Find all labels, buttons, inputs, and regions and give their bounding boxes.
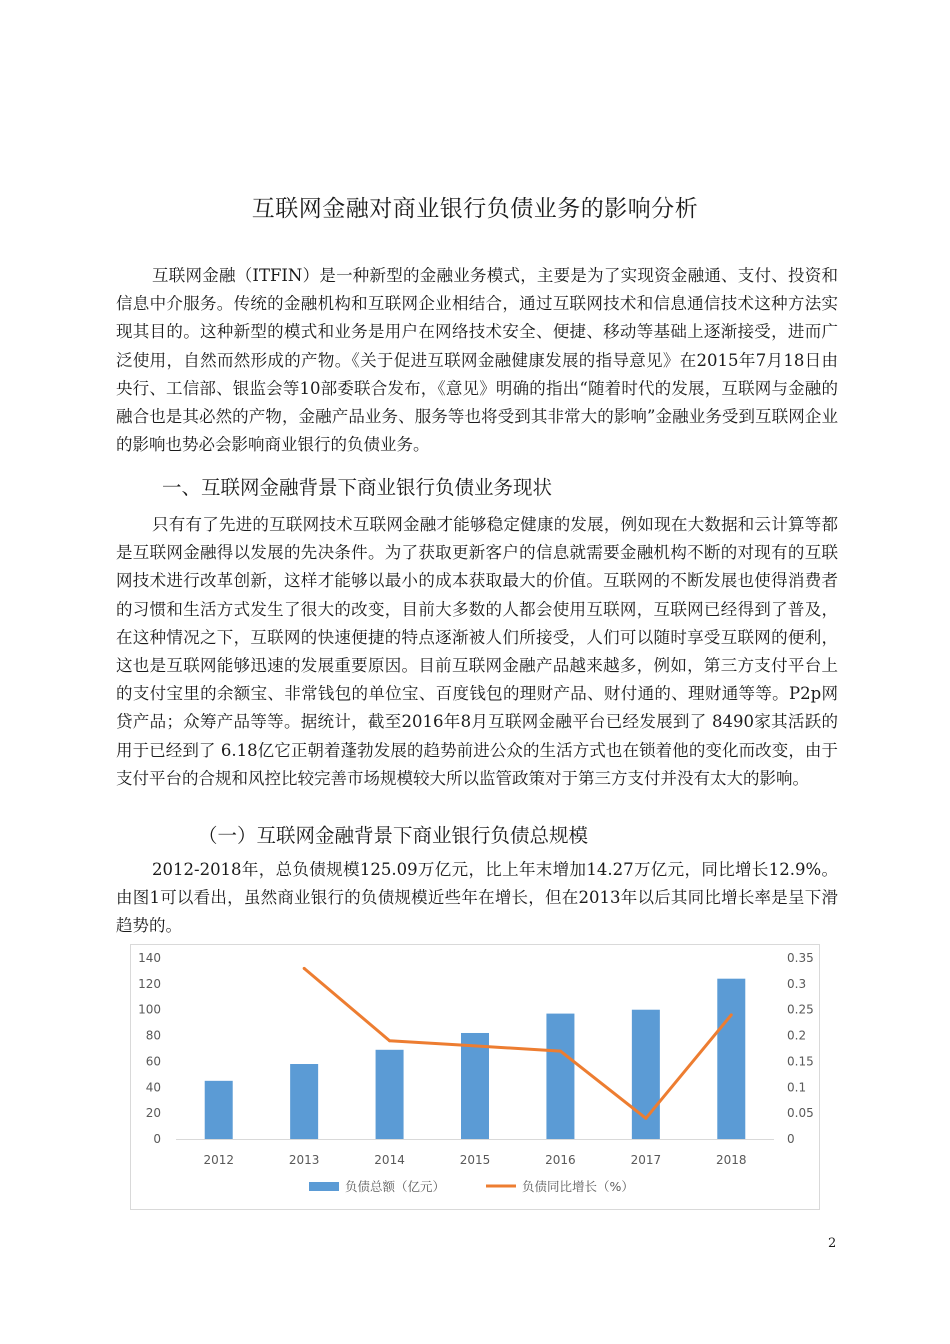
x-tick-label: 2012	[203, 1153, 234, 1167]
growth-point-2017	[644, 1117, 647, 1120]
subsection-heading: （一）互联网金融背景下商业银行负债总规模	[198, 824, 589, 847]
x-tick-label: 2014	[374, 1153, 405, 1167]
y-left-tick-label: 60	[145, 1054, 161, 1069]
bar-2012	[205, 1081, 233, 1139]
subsection-paragraph: 2012-2018年，总负债规模125.09万亿元，比上年末增加14.27万亿元，同比增长12.9%。由图1可以看出，虽然商业银行的负债规模近些年在增长，但在2013年以后其同比增长率是呈下滑趋势的。	[116, 860, 838, 936]
bar-2015	[461, 1033, 489, 1139]
legend-bar-label: 负债总额（亿元）	[345, 1179, 446, 1194]
bar-2014	[376, 1050, 404, 1139]
y-left-tick-label: 100	[138, 1002, 161, 1017]
section-heading: 一、互联网金融背景下商业银行负债业务现状	[162, 476, 553, 499]
x-tick-label: 2017	[630, 1153, 662, 1167]
growth-line	[304, 968, 731, 1118]
x-tick-label: 2013	[288, 1153, 320, 1167]
legend-bar-swatch	[309, 1182, 339, 1191]
y-left-tick-label: 140	[138, 951, 161, 965]
growth-point-2016	[559, 1050, 562, 1053]
growth-point-2015	[474, 1044, 477, 1047]
legend-line-label: 负债同比增长（%）	[522, 1179, 634, 1194]
growth-point-2013	[303, 967, 306, 970]
y-right-tick-label: 0.2	[787, 1028, 807, 1043]
y-left-tick-label: 0	[153, 1132, 161, 1146]
y-left-tick-label: 20	[145, 1106, 161, 1121]
y-left-tick-label: 80	[145, 1028, 161, 1043]
y-right-tick-label: 0.15	[787, 1054, 814, 1069]
section-paragraph: 只有有了先进的互联网技术互联网金融才能够稳定健康的发展，例如现在大数据和云计算等都是互联网金融得以发展的先决条件。为了获取更新客户的信息就需要金融机构不断的对现有的互联网技术进行改革创新，这样才能够以最小的成本获取最大的价值。互联网的不断发展也使得消费者的习惯和生活方式发生了很大的改变，目前大多数的人都会使用互联网，互联网已经得到了普及，在这种情况之下，互联网的快速便捷的特点逐渐被人们所接受，人们可以随时享受互联网的便利，这也是互联网能够迅速的发展重要原因。目前互联网金融产品越来越多，例如，第三方支付平台上的支付宝里的余额宝、非常钱包的单位宝、百度钱包的理财产品、财付通的、理财通等等。P2p网贷产品；众筹产品等等。据统计，截至2016年8月互联网金融平台已经发展到了 8490家其活跃的用于已经到了 6.18亿它正朝着蓬勃发展的趋势前进公众的生活方式也在锁着他的变化而改变，由于支付平台的合规和风控比较完善市场规模较大所以监管政策对于第三方支付并没有太大的影响。	[116, 515, 838, 788]
x-tick-label: 2018	[716, 1153, 747, 1167]
y-right-tick-label: 0.25	[787, 1002, 814, 1017]
liability-chart	[130, 944, 820, 1210]
bar-2016	[546, 1014, 574, 1139]
x-tick-label: 2015	[459, 1153, 491, 1167]
y-right-tick-label: 0.3	[787, 976, 807, 991]
page-number: 2	[828, 1236, 837, 1251]
intro-paragraph: 互联网金融（ITFIN）是一种新型的金融业务模式，主要是为了实现资金融通、支付、投资和信息中介服务。传统的金融机构和互联网企业相结合，通过互联网技术和信息通信技术这种方法实现其目的。这种新型的模式和业务是用户在网络技术安全、便捷、移动等基础上逐渐接受，进而广泛使用，自然而然形成的产物。《关于促进互联网金融健康发展的指导意见》在2015年7月18日由央行、工信部、银监会等10部委联合发布，《意见》明确的指出“随着时代的发展，互联网与金融的融合也是其必然的产物，金融产品业务、服务等也将受到其非常大的影响”金融业务受到互联网企业的影响也势必会影响商业银行的负债业务。	[116, 266, 838, 455]
bar-2018	[717, 979, 745, 1139]
bar-2013	[290, 1064, 318, 1139]
document-title: 互联网金融对商业银行负债业务的影响分析	[251, 196, 699, 222]
y-right-tick-label: 0	[787, 1132, 795, 1146]
growth-point-2014	[388, 1039, 391, 1042]
x-tick-label: 2016	[545, 1153, 576, 1167]
y-right-tick-label: 0.05	[787, 1106, 814, 1121]
y-right-tick-label: 0.1	[787, 1080, 807, 1095]
y-left-tick-label: 120	[138, 976, 161, 991]
growth-point-2018	[730, 1013, 733, 1016]
chart-canvas	[131, 945, 821, 1211]
y-left-tick-label: 40	[145, 1080, 161, 1095]
y-right-tick-label: 0.35	[787, 951, 814, 965]
